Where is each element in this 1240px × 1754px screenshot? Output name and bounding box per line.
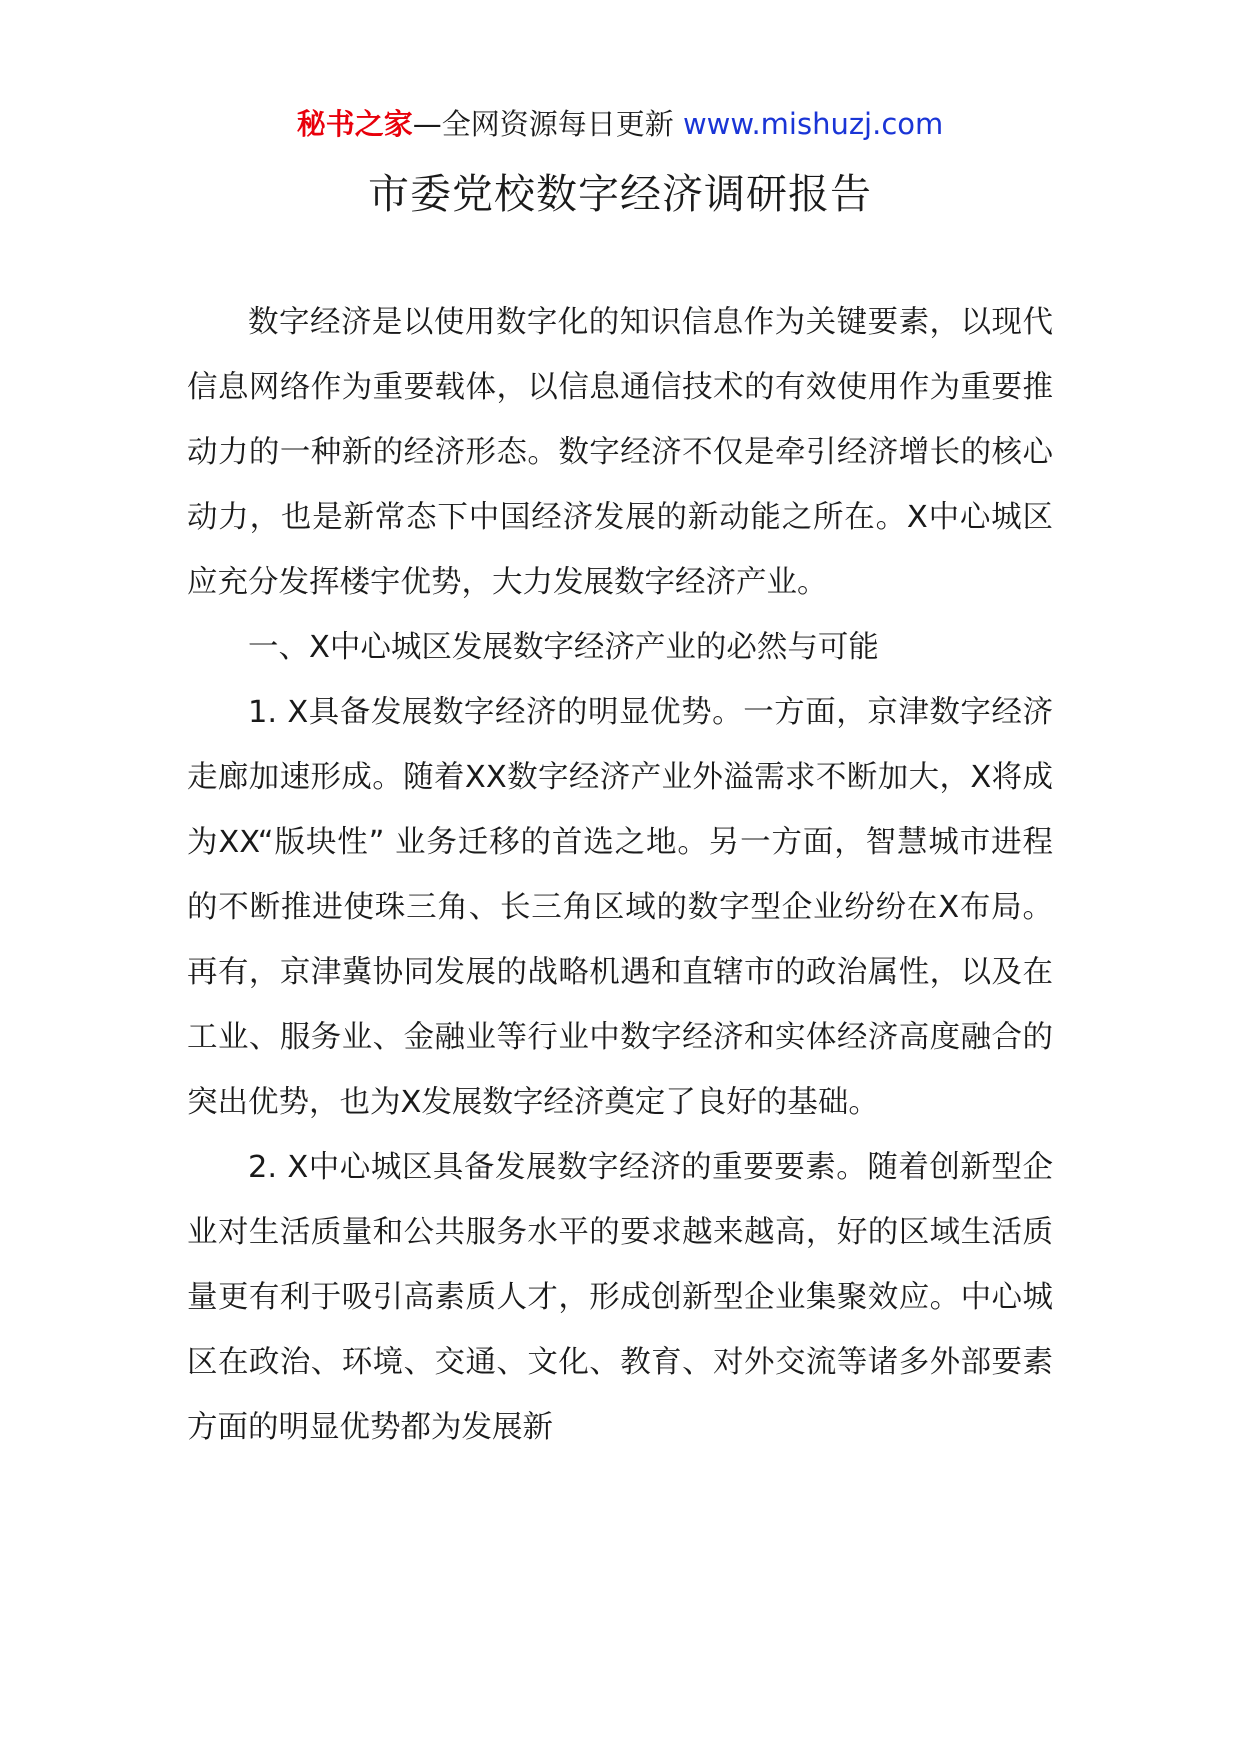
section-heading-1: 一、X中心城区发展数字经济产业的必然与可能 bbox=[248, 630, 879, 665]
document-body bbox=[187, 290, 1053, 1460]
site-header bbox=[0, 104, 1240, 144]
site-url-link[interactable]: www.mishuzj.com bbox=[682, 107, 944, 141]
paragraph-intro: 数字经济是以使用数字化的知识信息作为关键要素，以现代信息网络作为重要载体，以信息通信技术的有效使用作为重要推动力的一种新的经济形态。数字经济不仅是牵引经济增长的核心动力，也是新常态下中国经济发展的新动能之所在。X中心城区应充分发挥楼宇优势，大力发展数字经济产业。 bbox=[187, 305, 1053, 600]
brand-name: 秘书之家 bbox=[296, 107, 413, 141]
paragraph-point-2: 2. X中心城区具备发展数字经济的重要要素。随着创新型企业对生活质量和公共服务水平的要求越来越高，好的区域生活质量更有利于吸引高素质人才，形成创新型企业集聚效应。中心城区在政治、环境、交通、文化、教育、对外交流等诸多外部要素方面的明显优势都为发展新 bbox=[187, 1150, 1053, 1445]
paragraph-point-1: 1. X具备发展数字经济的明显优势。一方面，京津数字经济走廊加速形成。随着XX数字经济产业外溢需求不断加大，X将成为XX“版块性” 业务迁移的首选之地。另一方面，智慧城市进程的不断推进使珠三角、长三角区域的数字型企业纷纷在X布局。再有，京津冀协同发展的战略机遇和直辖市的政治属性，以及在工业、服务业、金融业等行业中数字经济和实体经济高度融合的突出优势，也为X发展数字经济奠定了良好的基础。 bbox=[187, 695, 1053, 1120]
page-title: 市委党校数字经济调研报告 bbox=[368, 170, 872, 218]
header-tagline: —全网资源每日更新 bbox=[412, 107, 683, 141]
